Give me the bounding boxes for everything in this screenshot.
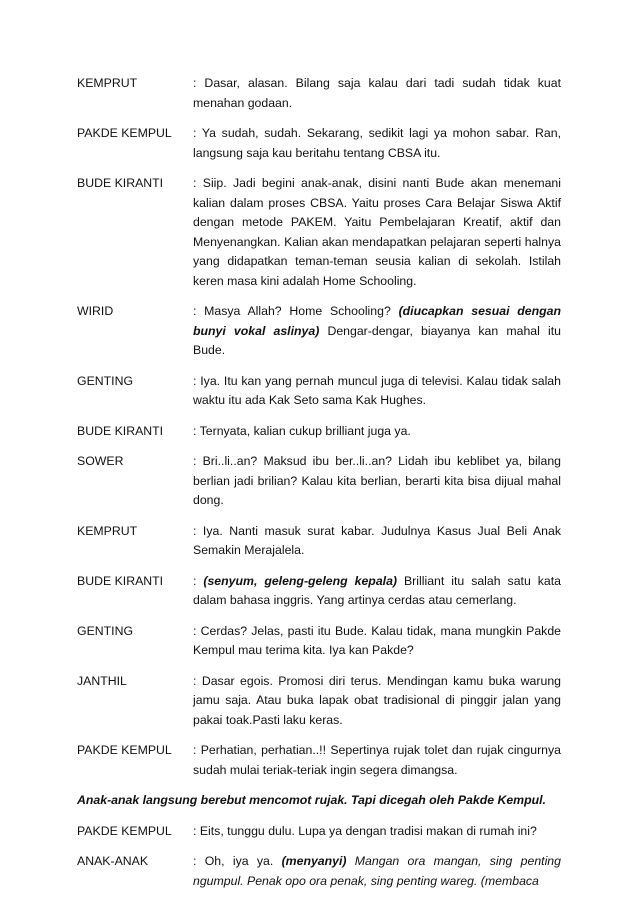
dialogue-row xyxy=(77,852,561,891)
speaker-name: GENTING xyxy=(77,373,134,388)
dialogue-text: Mangan ora mangan, sing penting ngumpul. Penak opo ora penak, sing penting wareg. (membaca xyxy=(193,854,561,888)
dialogue-text: : xyxy=(193,573,204,588)
dialogue-row xyxy=(77,822,561,842)
dialogue-text: : Ya sudah, sudah. Sekarang, sedikit lagi ya mohon sabar. Ran, langsung saja kau beritahu tentang CBSA itu. xyxy=(193,126,561,160)
dialogue-line xyxy=(193,622,561,661)
dialogue-row xyxy=(77,572,561,611)
speaker-name: JANTHIL xyxy=(77,673,127,688)
dialogue-line xyxy=(193,522,561,561)
dialogue-line xyxy=(193,572,561,611)
stage-direction-inline: (menyanyi) xyxy=(281,854,347,868)
dialogue-row xyxy=(77,741,561,780)
dialogue-row xyxy=(77,302,561,361)
stage-direction: Anak-anak langsung berebut mencomot rujak. Tapi dicegah oleh Pakde Kempul. xyxy=(77,793,546,807)
dialogue-line xyxy=(193,741,561,780)
dialogue-row xyxy=(77,522,561,561)
speaker-name: PAKDE KEMPUL xyxy=(77,126,172,140)
dialogue-row xyxy=(77,174,561,291)
dialogue-row xyxy=(77,422,561,442)
dialogue-line xyxy=(193,372,561,411)
speaker-name: BUDE KIRANTI xyxy=(77,423,164,438)
dialogue-row xyxy=(77,372,561,411)
speaker-name: GENTING xyxy=(77,623,134,638)
dialogue-row xyxy=(77,672,561,731)
dialogue-line xyxy=(193,124,561,163)
dialogue-text: : Iya. Itu kan yang pernah muncul juga di televisi. Kalau tidak salah waktu itu ada Kak Seto sama Kak Hughes. xyxy=(193,373,561,407)
dialogue-text: : Dasar, alasan. Bilang saja kalau dari tadi sudah tidak kuat menahan godaan. xyxy=(193,76,561,110)
dialogue-text: : Perhatian, perhatian..!! Sepertinya rujak tolet dan rujak cingurnya sudah mulai teriak-teriak ingin segera dimangsa. xyxy=(193,743,561,777)
speaker-name: WIRID xyxy=(77,304,114,318)
dialogue-row xyxy=(77,622,561,661)
dialogue-text: : Bri..li..an? Maksud ibu ber..li..an? Lidah ibu keblibet ya, bilang berlian jadi brilian? Kalau kita berlian, berarti kita bisa dijual mahal dong. xyxy=(193,454,561,507)
dialogue-text: : Iya. Nanti masuk surat kabar. Judulnya Kasus Jual Beli Anak Semakin Merajalela. xyxy=(193,523,561,557)
stage-direction-inline: (diucapkan sesuai dengan bunyi vokal aslinya) xyxy=(193,304,561,338)
dialogue-line xyxy=(193,672,561,731)
dialogue-line xyxy=(193,822,561,842)
dialogue-text: : Cerdas? Jelas, pasti itu Bude. Kalau tidak, mana mungkin Pakde Kempul mau terima kita. Iya kan Pakde? xyxy=(193,623,561,657)
dialogue-row xyxy=(77,124,561,163)
dialogue-line xyxy=(193,852,561,891)
speaker-name: KEMPRUT xyxy=(77,523,138,538)
speaker-name: PAKDE KEMPUL xyxy=(77,823,172,838)
speaker-name: PAKDE KEMPUL xyxy=(77,743,172,757)
speaker-name: BUDE KIRANTI xyxy=(77,573,164,588)
speaker-name: KEMPRUT xyxy=(77,76,138,90)
script-page xyxy=(77,74,561,902)
dialogue-line xyxy=(193,422,561,442)
dialogue-text: : Oh, iya ya. xyxy=(193,854,282,868)
dialogue-line xyxy=(193,452,561,511)
dialogue-text: Brilliant itu salah satu kata dalam bahasa inggris. Yang artinya cerdas atau cemerlang. xyxy=(193,573,561,607)
speaker-name: SOWER xyxy=(77,454,124,468)
stage-direction-inline: (senyum, geleng-geleng kepala) xyxy=(203,573,398,588)
dialogue-text: Dengar-dengar, biayanya kan mahal itu Bude. xyxy=(193,323,561,357)
dialogue-text: : Siip. Jadi begini anak-anak, disini nanti Bude akan menemani kalian dalam proses CBSA. Yaitu proses Cara Belajar Siswa Aktif dengan metode PAKEM. Yaitu Pembelajaran Kreatif, aktif dan Menyenangkan. Kalian akan mendapatkan pelajaran seperti halnya yang didapatkan teman-teman seusia kalian di sekolah. Istilah keren masa kini adalah Home Schooling. xyxy=(193,176,561,288)
dialogue-text: : Masya Allah? Home Schooling? xyxy=(193,304,399,318)
speaker-name: BUDE KIRANTI xyxy=(77,176,164,190)
dialogue-text: : Dasar egois. Promosi diri terus. Mendingan kamu buka warung jamu saja. Atau buka lapak obat tradisional di pinggir jalan yang pakai toak.Pasti laku keras. xyxy=(193,673,561,727)
dialogue-line xyxy=(193,74,561,113)
dialogue-row xyxy=(77,74,561,113)
dialogue-row xyxy=(77,452,561,511)
speaker-name: ANAK-ANAK xyxy=(77,854,149,868)
dialogue-text: : Eits, tunggu dulu. Lupa ya dengan tradisi makan di rumah ini? xyxy=(193,823,537,838)
dialogue-line xyxy=(193,302,561,361)
dialogue-line xyxy=(193,174,561,291)
dialogue-text: : Ternyata, kalian cukup brilliant juga ya. xyxy=(193,423,411,438)
